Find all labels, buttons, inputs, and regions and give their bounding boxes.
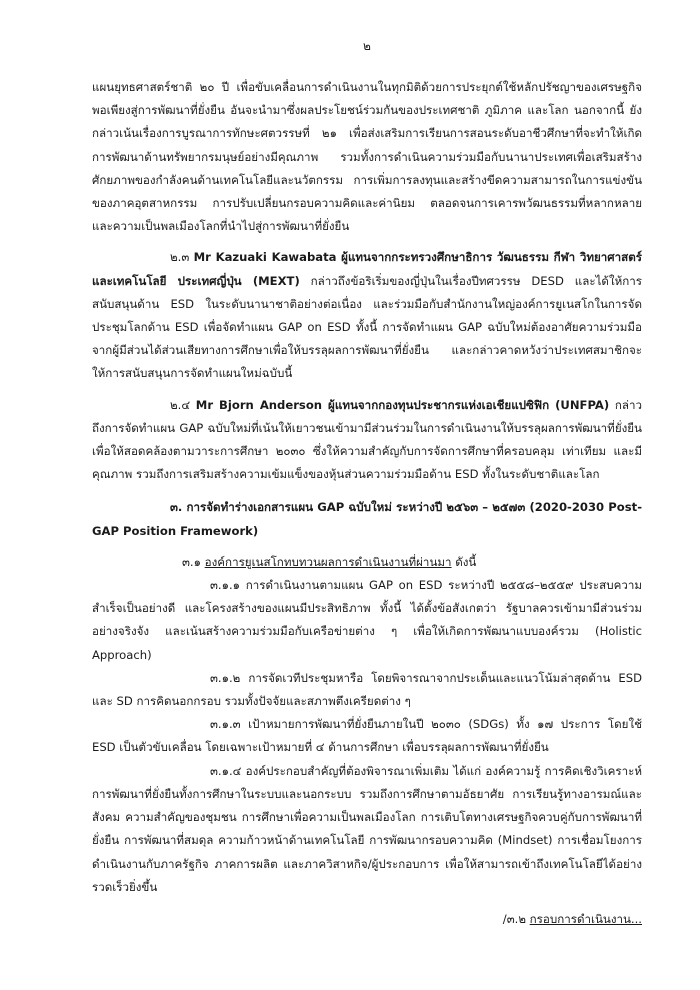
- continuation-link-text: กรอบการดำเนินงาน...: [529, 912, 642, 926]
- section-3-1-title: องค์การยูเนสโกทบทวนผลการดำเนินงานที่ผ่านมา: [204, 554, 452, 569]
- item-number: ๓.๑.๓: [210, 717, 241, 732]
- item-number: ๓.๑.๔: [210, 763, 242, 778]
- continuation-prefix: /๓.๒: [502, 912, 530, 926]
- section-3-1-tail: ดังนี้: [451, 554, 477, 569]
- item-3-1-1: [92, 574, 642, 667]
- section-3-heading: [92, 496, 642, 542]
- item-3-1-2: [92, 667, 642, 713]
- section-2-4-text: กล่าวถึงการจัดทำแผน GAP ฉบับใหม่ที่เน้นให้เยาวชนเข้ามามีส่วนร่วมในการดำเนินงานให้บรรลุผลการพัฒนาที่ยั่งยืนเพื่อให้สอดคล้องตามวาระการศึกษา ๒๐๓๐ ซึ่งให้ความสำคัญกับการจัดการศึกษาที่ครอบคลุม เท่าเทียม และมีคุณภาพ รวมถึงการเสริมสร้างความเข้มแข็งของหุ้นส่วนความร่วมมือด้าน ESD ทั้งในระดับชาติและโลก: [92, 397, 643, 482]
- item-text: การดำเนินงานตามแผน GAP on ESD ระหว่างปี ๒๕๕๘–๒๕๕๙ ประสบความสำเร็จเป็นอย่างดี และโครงสร้างของแผนมีประสิทธิภาพ ทั้งนี้ ได้ตั้งข้อสังเกตว่า รัฐบาลควรเข้ามามีส่วนร่วมอย่างจริงจัง และเน้นสร้างความร่วมมือกับเครือข่ายต่าง ๆ เพื่อให้เกิดการพัฒนาแบบองค์รวม (Holistic Approach): [92, 578, 642, 662]
- item-number: ๓.๑.๑: [210, 578, 241, 593]
- item-text: เป้าหมายการพัฒนาที่ยั่งยืนภายในปี ๒๐๓๐ (SDGs) ทั้ง ๑๗ ประการ โดยใช้ ESD เป็นตัวขับเคลื่อน โดยเฉพาะเป้าหมายที่ ๔ ด้านการศึกษา เพื่อบรรลุผลการพัฒนาที่ยั่งยืน: [92, 717, 643, 755]
- section-2-3-text: กล่าวถึงข้อริเริ่มของญี่ปุ่นในเรื่องปีทศวรรษ DESD และได้ให้การสนับสนุนด้าน ESD ในระดับนานาชาติอย่างต่อเนื่อง และร่วมมือกับสำนักงานใหญ่องค์การยูเนสโกในการจัดประชุมโลกด้าน ESD เพื่อจัดทำแผน GAP on ESD ทั้งนี้ การจัดทำแผน GAP ฉบับใหม่ต้องอาศัยความร่วมมือจากผู้มีส่วนได้ส่วนเสียทางการศึกษาเพื่อให้บรรลุผลการพัฒนาที่ยั่งยืน และกล่าวคาดหวังว่าประเทศสมาชิกจะให้การสนับสนุนการจัดทำแผนใหม่ฉบับนี้: [92, 273, 643, 381]
- paragraph-strategy: แผนยุทธศาสตร์ชาติ ๒๐ ปี เพื่อขับเคลื่อนการดำเนินงานในทุกมิติด้วยการประยุกต์ใช้หลักปรัชญาของเศรษฐกิจพอเพียงสู่การพัฒนาที่ยั่งยืน อันจะนำมาซึ่งผลประโยชน์ร่วมกันของประเทศชาติ ภูมิภาค และโลก นอกจากนี้ ยังกล่าวเน้นเรื่องการบูรณาการทักษะศตวรรษที่ ๒๑ เพื่อส่งเสริมการเรียนการสอนระดับอาชีวศึกษาที่จะทำให้เกิดการพัฒนาด้านทรัพยากรมนุษย์อย่างมีคุณภาพ รวมทั้งการดำเนินความร่วมมือกับนานาประเทศเพื่อเสริมสร้างศักยภาพของกำลังคนด้านเทคโนโลยีและนวัตกรรม การเพิ่มการลงทุนและสร้างขีดความสามารถในการแข่งขันของภาคอุตสาหกรรม การปรับเปลี่ยนกรอบความคิดและค่านิยม ตลอดจนการเคารพวัฒนธรรมที่หลากหลาย และความเป็นพลเมืองโลกที่นำไปสู่การพัฒนาที่ยั่งยืน: [92, 80, 642, 234]
- section-2-4: [92, 394, 642, 487]
- section-3-1: [92, 551, 642, 574]
- page-number: ๒: [363, 39, 371, 53]
- section-2-3: [92, 246, 642, 385]
- section-2-3-number: ๒.๓: [170, 250, 190, 265]
- item-text: การจัดเวทีประชุมหารือ โดยพิจารณาจากประเด็นและแนวโน้มล่าสุดด้าน ESD และ SD การคิดนอกกรอบ รวมทั้งปัจจัยและสภาพตึงเครียดต่าง ๆ: [92, 670, 642, 709]
- item-text: องค์ประกอบสำคัญที่ต้องพิจารณาเพิ่มเติม ได้แก่ องค์ความรู้ การคิดเชิงวิเคราะห์ การพัฒนาที่ยั่งยืนทั้งการศึกษาในระบบและนอกระบบ รวมถึงการศึกษาตามอัธยาศัย การเรียนรู้ทางอารมณ์และสังคม ความสำคัญของชุมชน การศึกษาเพื่อความเป็นพลเมืองโลก การเติบโตทางเศรษฐกิจควบคู่กับการพัฒนาที่ยั่งยืน การพัฒนาที่สมดุล ความก้าวหน้าด้านเทคโนโลยี การพัฒนากรอบความคิด (Mindset) การเชื่อมโยงการดำเนินงานกับภาครัฐกิจ ภาคการผลิต และภาควิสาหกิจ/ผู้ประกอบการ เพื่อให้สามารถเข้าถึงเทคโนโลยีได้อย่างรวดเร็วยิ่งขึ้น: [92, 763, 642, 894]
- section-2-4-number: ๒.๔: [170, 397, 191, 412]
- section-3-1-number: ๓.๑: [182, 554, 201, 569]
- continuation-reference: [503, 908, 642, 931]
- item-number: ๓.๑.๒: [210, 670, 241, 685]
- section-3-heading-text: ๓. การจัดทำร่างเอกสารแผน GAP ฉบับใหม่ ระหว่างปี ๒๕๖๓ – ๒๕๗๓ (2020-2030 Post-GAP Position Framework): [92, 500, 642, 538]
- item-3-1-4: [92, 760, 642, 899]
- section-2-3-speaker: Mr Kazuaki Kawabata ผู้แทนจากกระทรวงศึกษาธิการ วัฒนธรรม กีฬา วิทยาศาสตร์และเทคโนโลยี ประเทศญี่ปุ่น (MEXT): [92, 250, 642, 288]
- section-2-4-speaker: Mr Bjorn Anderson ผู้แทนจากกองทุนประชากรแห่งเอเชียแปซิฟิก (UNFPA): [195, 397, 610, 412]
- item-3-1-3: [92, 713, 642, 759]
